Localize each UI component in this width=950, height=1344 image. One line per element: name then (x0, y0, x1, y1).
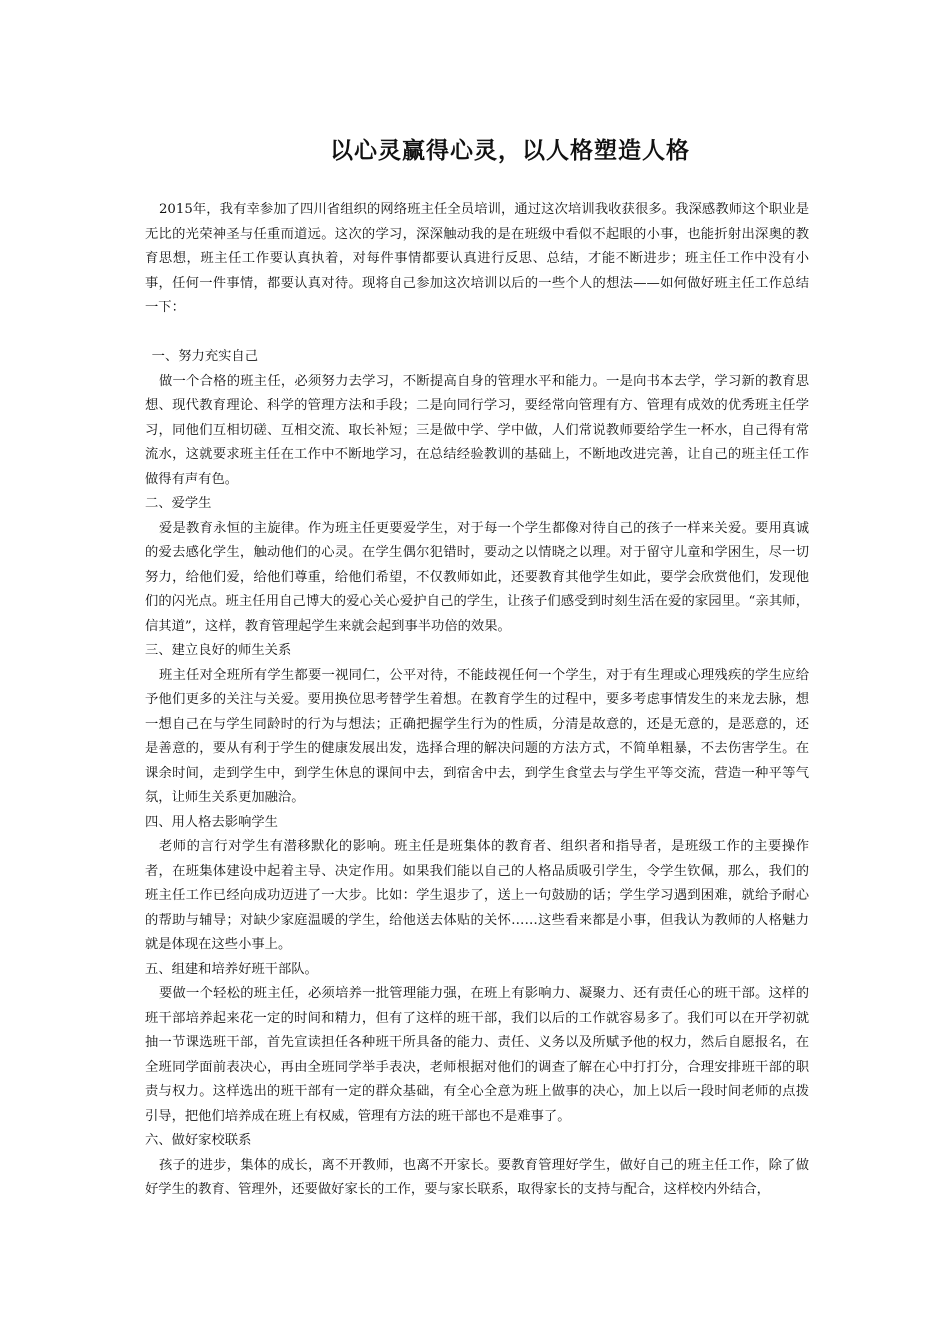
intro-paragraph: 2015年，我有幸参加了四川省组织的网络班主任全员培训，通过这次培训我收获很多。我深感教师这个职业是无比的光荣神圣与任重而道远。这次的学习，深深触动我的是在班级中看似不起眼的小事，也能折射出深奥的教育思想，班主任工作要认真执着，对每件事情都要认真进行反思、总结，才能不断进步；班主任工作中没有小事，任何一件事情，都要认真对待。现将自己参加这次培训以后的一些个人的想法——如何做好班主任工作总结一下： (145, 202, 809, 315)
section-paragraph-6: 孩子的进步，集体的成长，离不开教师，也离不开家长。要教育管理好学生，做好自己的班主任工作，除了做好学生的教育、管理外，还要做好家长的工作，要与家长联系，取得家长的支持与配合，这样校内外结合， (145, 1157, 809, 1197)
section-paragraph-3: 班主任对全班所有学生都要一视同仁，公平对待，不能歧视任何一个学生，对于有生理或心理残疾的学生应给予他们更多的关注与关爱。要用换位思考替学生着想。在教育学生的过程中，要多考虑事情发生的来龙去脉，想一想自己在与学生同龄时的行为与想法；正确把握学生行为的性质，分清是故意的，还是无意的，是恶意的，还是善意的，要从有利于学生的健康发展出发，选择合理的解决问题的方法方式，不简单粗暴，不去伤害学生。在课余时间，走到学生中，到学生休息的课间中去，到宿舍中去，到学生食堂去与学生平等交流，营造一种平等气氛，让师生关系更加融洽。 (145, 667, 809, 805)
section-paragraph-2: 爱是教育永恒的主旋律。作为班主任更要爱学生，对于每一个学生都像对待自己的孩子一样来关爱。要用真诚的爱去感化学生，触动他们的心灵。在学生偶尔犯错时，要动之以情晓之以理。对于留守儿童和学困生，尽一切努力，给他们爱，给他们尊重，给他们希望，不仅教师如此，还要教育其他学生如此，要学会欣赏他们，发现他们的闪光点。班主任用自己博大的爱心关心爱护自己的学生，让孩子们感受到时刻生活在爱的家园里。“亲其师，信其道”，这样，教育管理起学生来就会起到事半功倍的效果。 (145, 520, 809, 634)
section-paragraph-4: 老师的言行对学生有潜移默化的影响。班主任是班集体的教育者、组织者和指导者，是班级工作的主要操作者，在班集体建设中起着主导、决定作用。如果我们能以自己的人格品质吸引学生，令学生钦佩，那么，我们的班主任工作已经向成功迈进了一大步。比如：学生退步了，送上一句鼓励的话；学生学习遇到困难，就给予耐心的帮助与辅导；对缺少家庭温暖的学生，给他送去体贴的关怀……这些看来都是小事，但我认为教师的人格魅力就是体现在这些小事上。 (145, 839, 809, 952)
section-paragraph-5: 要做一个轻松的班主任，必须培养一批管理能力强，在班上有影响力、凝聚力、还有责任心的班干部。这样的班干部培养起来花一定的时间和精力，但有了这样的班干部，我们以后的工作就容易多了。我们可以在开学初就抽一节课选班干部，首先宣读担任各种班干所具备的能力、责任、义务以及所赋予他的权力，然后自愿报名，在全班同学面前表决心，再由全班同学举手表决，老师根据对他们的调查了解在心中打打分，合理安排班干部的职责与权力。这样选出的班干部有一定的群众基础，有全心全意为班上做事的决心，加上以后一段时间老师的点拨引导，把他们培养成在班上有权威，管理有方法的班干部也不是难事了。 (145, 986, 809, 1124)
document-title: 以心灵赢得心灵，以人格塑造人格 (330, 137, 690, 164)
paragraph-spacer (145, 321, 809, 346)
section-heading-5: 五、组建和培养好班干部队。 (145, 961, 318, 977)
section-paragraph-1: 做一个合格的班主任，必须努力去学习，不断提高自身的管理水平和能力。一是向书本去学，学习新的教育思想、现代教育理论、科学的管理方法和手段；二是向同行学习，要经常向管理有方、管理有成效的优秀班主任学习，同他们互相切磋、互相交流、取长补短；三是做中学、学中做，人们常说教师要给学生一杯水，自己得有常流水，这就要求班主任在工作中不断地学习，在总结经验教训的基础上，不断地改进完善，让自己的班主任工作做得有声有色。 (145, 373, 809, 487)
section-heading-1: 一、努力充实自己 (151, 349, 259, 364)
section-heading-2: 二、爱学生 (145, 496, 212, 511)
document-body (145, 198, 809, 1203)
section-heading-4: 四、用人格去影响学生 (145, 814, 278, 830)
section-heading-6: 六、做好家校联系 (145, 1133, 252, 1148)
section-heading-3: 三、建立良好的师生关系 (145, 643, 292, 658)
